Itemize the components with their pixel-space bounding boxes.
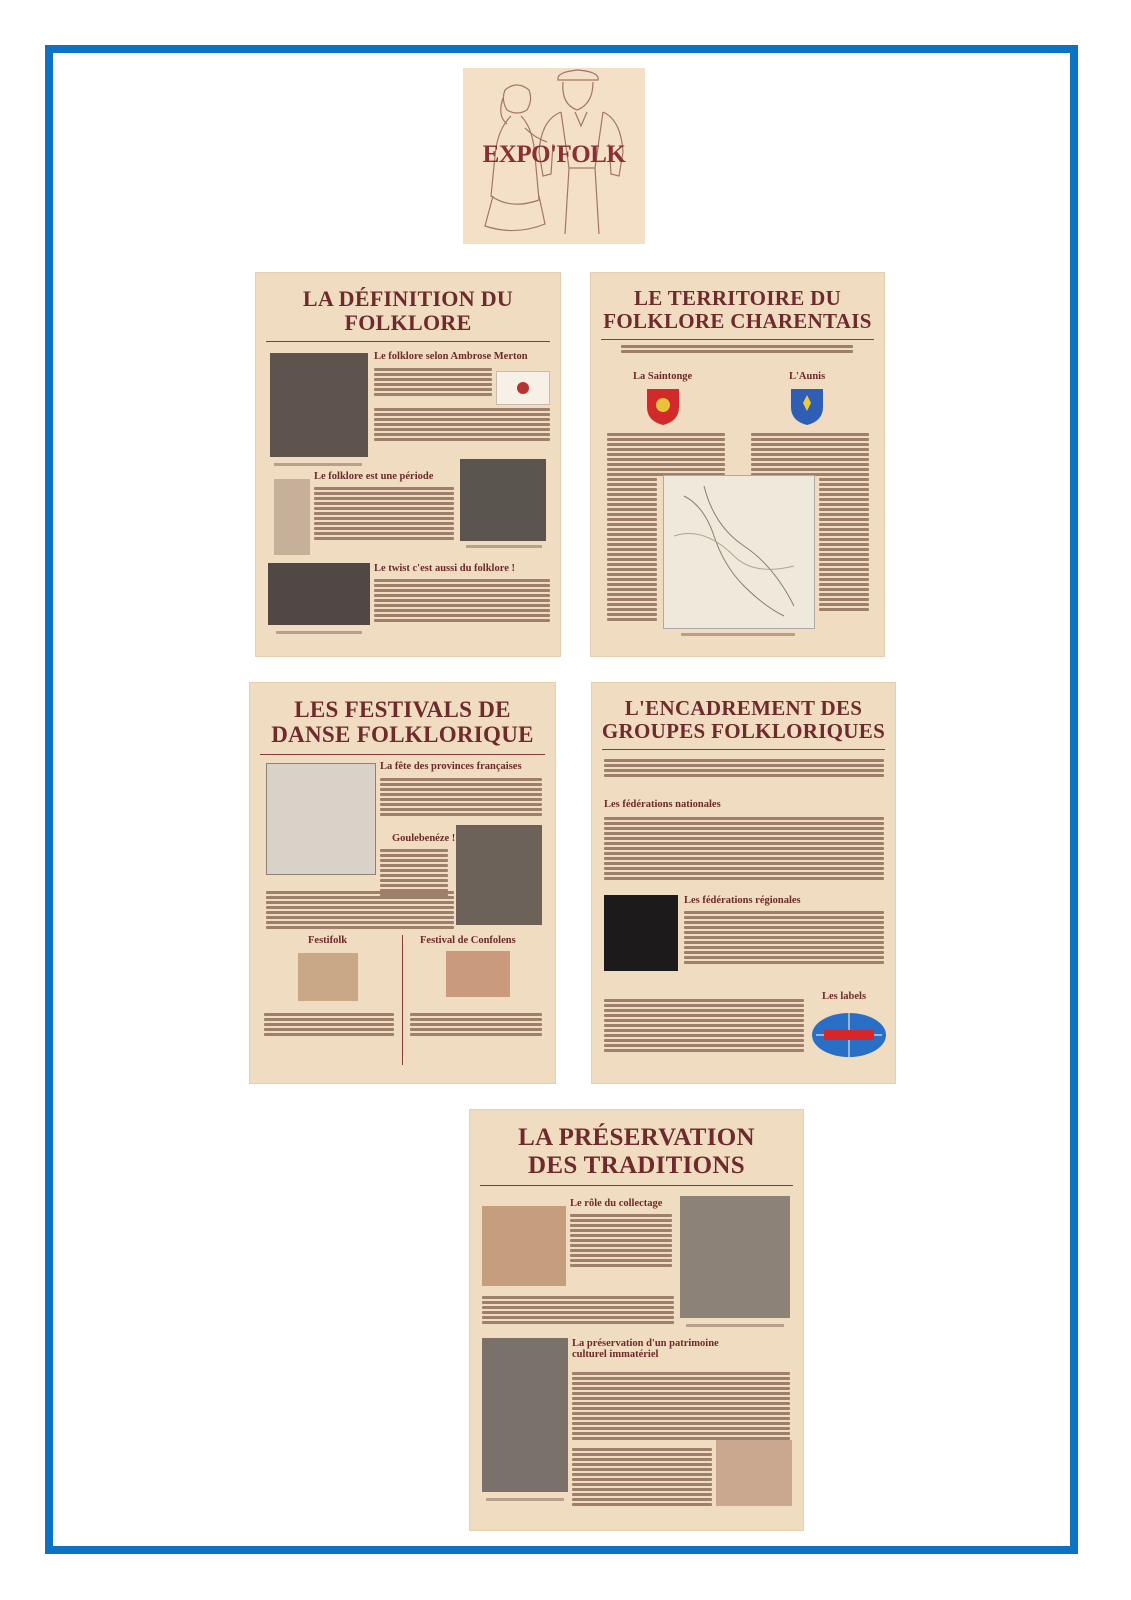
title-line: FOLKLORE <box>344 310 472 336</box>
title-line: DES TRADITIONS <box>527 1151 745 1179</box>
photo-group-1929 <box>460 459 546 541</box>
body-text <box>572 1448 712 1508</box>
body-text <box>570 1214 672 1269</box>
body-text <box>374 368 492 398</box>
section-heading: Le rôle du collectage <box>570 1198 663 1209</box>
body-text <box>572 1372 790 1442</box>
map-illustration <box>664 476 814 628</box>
map-charente-maritime <box>663 475 815 629</box>
photo-goulebeneze <box>456 825 542 925</box>
title-line: GROUPES FOLKLORIQUES <box>601 719 886 744</box>
panel-preservation <box>470 1110 803 1530</box>
photo-ambrose-merton <box>270 353 368 457</box>
section-heading: Les fédérations régionales <box>684 895 801 906</box>
envelope-image <box>496 371 550 405</box>
region-label: La Saintonge <box>633 371 693 382</box>
body-text <box>604 817 884 882</box>
map-caption <box>681 633 795 636</box>
panel-definition <box>256 273 560 656</box>
body-text <box>374 579 550 624</box>
newspaper-image <box>266 763 376 875</box>
expofolk-logo <box>463 68 645 244</box>
section-heading <box>572 1338 719 1360</box>
intro-text <box>604 759 884 779</box>
title-rule <box>260 754 545 755</box>
panel-preservation-title <box>470 1124 803 1179</box>
title-line: LE TERRITOIRE DU <box>633 286 842 310</box>
body-text <box>604 999 804 1054</box>
title-line: FOLKLORE CHARENTAIS <box>603 309 872 334</box>
cioff-globe-icon <box>810 1011 888 1059</box>
title-rule <box>602 749 885 750</box>
panel-territoire-title <box>591 287 884 333</box>
body-text <box>751 433 869 478</box>
section-heading: Les fédérations nationales <box>604 799 721 810</box>
intro-text <box>621 345 853 355</box>
body-text <box>266 891 454 931</box>
section-heading: Le folklore est une période <box>314 471 434 482</box>
section-heading: Le folklore selon Ambrose Merton <box>374 351 528 362</box>
photo-workers <box>680 1196 790 1318</box>
section-heading: Festival de Confolens <box>420 935 516 946</box>
panel-festivals <box>250 683 555 1083</box>
body-text <box>314 487 454 542</box>
aunis-shield-icon <box>789 387 825 427</box>
region-label: L'Aunis <box>789 371 826 382</box>
title-rule <box>266 341 550 342</box>
logo-text: EXPO'FOLK <box>482 141 626 168</box>
heading-line: La préservation d'un patrimoine <box>572 1338 719 1349</box>
title-line: DANSE FOLKLORIQUE <box>271 722 534 748</box>
section-heading: La fête des provinces françaises <box>380 761 522 772</box>
title-rule <box>601 339 874 340</box>
body-text <box>607 433 725 478</box>
body-text <box>374 408 550 443</box>
section-heading: Les labels <box>822 991 867 1002</box>
body-text <box>264 1013 394 1038</box>
title-line: LES FESTIVALS DE <box>294 697 511 722</box>
folk-couple-illustration <box>716 1440 792 1506</box>
photo-caption <box>686 1324 784 1327</box>
photo-twist-dancers <box>268 563 370 625</box>
heading-line: culturel immatériel <box>572 1349 659 1360</box>
folk-woman-illustration <box>274 479 310 555</box>
section-heading: Le twist c'est aussi du folklore ! <box>374 563 515 574</box>
photo-caption <box>276 631 362 634</box>
title-line: L'ENCADREMENT DES <box>624 696 863 720</box>
photo-dancers <box>604 895 678 971</box>
title-rule <box>480 1185 793 1186</box>
panel-festivals-title <box>250 697 555 748</box>
saintonge-shield-icon <box>645 387 681 427</box>
body-text <box>482 1296 674 1326</box>
body-text <box>819 473 869 613</box>
body-text <box>380 778 542 818</box>
body-text <box>410 1013 542 1038</box>
violinist-illustration <box>482 1206 566 1286</box>
section-heading: Festifolk <box>308 935 348 946</box>
photo-caption <box>274 463 362 466</box>
body-text <box>607 473 657 623</box>
body-text <box>684 911 884 966</box>
panel-encadrement-title <box>592 697 895 743</box>
photo-caption <box>486 1498 564 1501</box>
festifolk-dancers-illustration <box>298 953 358 1001</box>
panel-definition-title <box>256 287 560 335</box>
confolens-dancers-illustration <box>446 951 510 997</box>
panel-territoire <box>591 273 884 656</box>
photo-caption <box>466 545 542 548</box>
section-heading: Goulebenéze ! <box>392 833 456 844</box>
title-line: LA DÉFINITION DU <box>302 286 514 311</box>
photo-vineyard <box>482 1338 568 1492</box>
panel-encadrement <box>592 683 895 1083</box>
title-line: LA PRÉSERVATION <box>518 1124 755 1151</box>
column-divider <box>402 935 403 1065</box>
